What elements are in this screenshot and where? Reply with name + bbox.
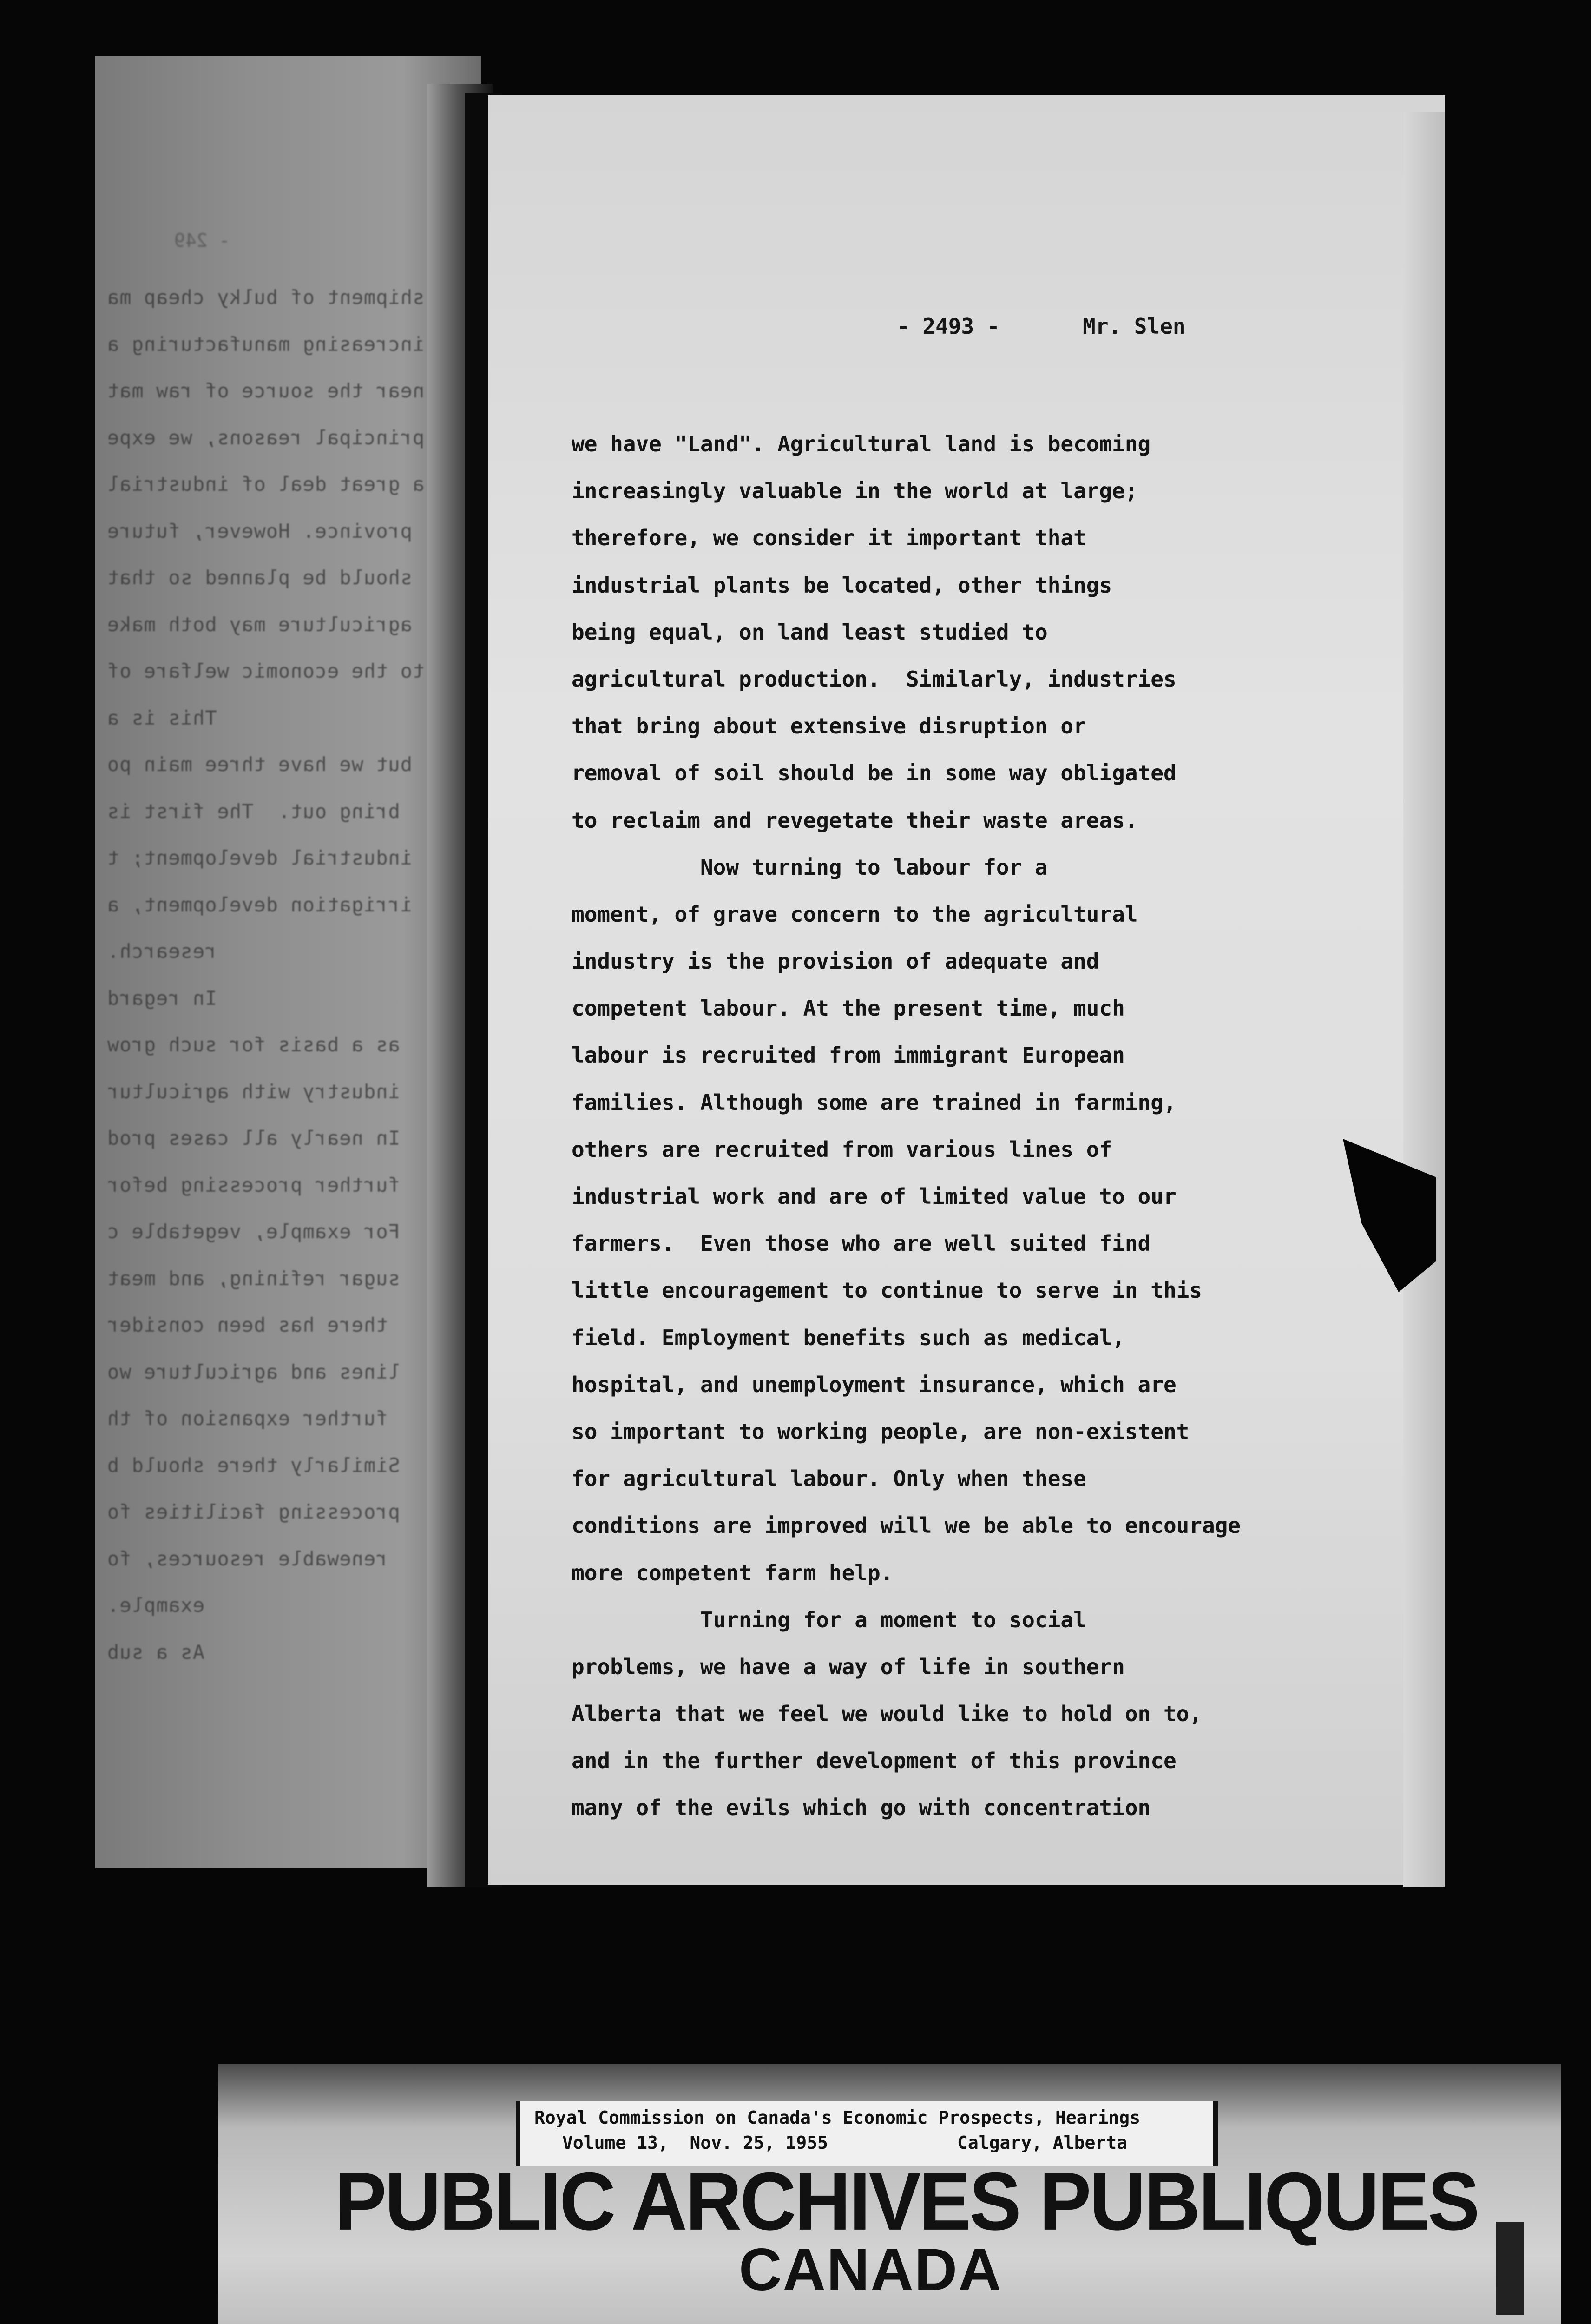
text-line: so important to working people, are non-existent — [572, 1419, 1190, 1444]
text-line: moment, of grave concern to the agricultural — [572, 901, 1138, 927]
facing-text-line: to the economic welfare of — [107, 660, 425, 682]
facing-text-line: industrial development; t — [107, 846, 413, 869]
text-line: more competent farm help. — [572, 1560, 894, 1585]
archive-title: PUBLIC ARCHIVES PUBLIQUES — [335, 2155, 1478, 2247]
text-line: to reclaim and revegetate their waste areas. — [572, 807, 1138, 833]
page-body-text — [572, 421, 1431, 1832]
text-line: competent labour. At the present time, much — [572, 996, 1125, 1021]
facing-page — [95, 56, 481, 1868]
text-line: many of the evils which go with concentration — [572, 1795, 1151, 1821]
facing-text-line: industry with agricultur — [107, 1080, 400, 1103]
facing-text-line: irrigation development, a — [107, 893, 413, 916]
facing-page-text — [95, 274, 479, 1676]
text-line: little encouragement to continue to serve in this — [572, 1278, 1203, 1303]
text-line: Turning for a moment to social — [572, 1607, 1086, 1632]
facing-text-line: shipment of bulky cheap ma — [107, 286, 425, 309]
facing-text-line: province. However, future — [107, 519, 413, 542]
text-line: problems, we have a way of life in southern — [572, 1654, 1125, 1679]
facing-text-line: lines and agriculture wo — [107, 1360, 400, 1383]
text-line: and in the further development of this province — [572, 1748, 1177, 1774]
facing-text-line: In nearly all cases prod — [107, 1127, 400, 1149]
text-line: hospital, and unemployment insurance, which are — [572, 1372, 1177, 1397]
facing-text-line: near the source of raw mat — [107, 379, 425, 402]
facing-text-line: should be planned so that — [107, 566, 413, 589]
catalog-location: Calgary, Alberta — [957, 2133, 1128, 2153]
facing-text-line: a great deal of industrial — [107, 473, 425, 495]
text-line: that bring about extensive disruption or — [572, 713, 1086, 739]
facing-text-line: In regard — [107, 986, 339, 1010]
facing-text-line: example. — [107, 1594, 205, 1617]
text-line: being equal, on land least studied to — [572, 619, 1048, 645]
text-line: field. Employment benefits such as medical, — [572, 1325, 1125, 1350]
archive-subtitle: CANADA — [739, 2237, 1002, 2303]
text-line: therefore, we consider it important that — [572, 525, 1086, 551]
text-line: others are recruited from various lines of — [572, 1136, 1112, 1162]
text-line: agricultural production. Similarly, industries — [572, 666, 1177, 692]
facing-text-line: Similarly there should b — [107, 1453, 400, 1477]
facing-text-line: further processing befor — [107, 1173, 400, 1196]
text-line: Alberta that we feel we would like to hold on to, — [572, 1701, 1203, 1727]
facing-text-line: As a sub — [107, 1640, 327, 1664]
facing-text-line: increasing manufacturing a — [107, 332, 425, 356]
text-line: industry is the provision of adequate and — [572, 949, 1099, 974]
facing-text-line: principal reasons, we expe — [107, 426, 425, 449]
film-edge-tab — [1496, 2222, 1524, 2315]
facing-text-line: further expansion of th — [107, 1407, 388, 1430]
text-line: conditions are improved will we be able to encourage — [572, 1513, 1241, 1538]
facing-text-line: there has been consider — [107, 1314, 388, 1336]
speaker-label: Mr. Slen — [1083, 314, 1186, 339]
page-edge — [1403, 112, 1445, 1887]
text-line: for agricultural labour. Only when these — [572, 1466, 1086, 1492]
text-line: families. Although some are trained in farming, — [572, 1089, 1177, 1115]
text-line: increasingly valuable in the world at large; — [572, 478, 1138, 504]
facing-text-line: as a basis for such grow — [107, 1033, 400, 1056]
typed-page — [488, 95, 1445, 1885]
text-line: we have "Land". Agricultural land is becoming — [572, 431, 1151, 456]
text-line: farmers. Even those who are well suited find — [572, 1231, 1151, 1256]
facing-text-line: renewable resources, fo — [107, 1547, 388, 1570]
text-line: industrial work and are of limited value to our — [572, 1184, 1177, 1209]
page-number: - 2493 - — [897, 314, 1000, 339]
catalog-title: Royal Commission on Canada's Economic Prospects, Hearings — [534, 2107, 1141, 2128]
facing-text-line: sugar refining, and meat — [107, 1267, 400, 1290]
facing-text-line: bring out. The first is — [107, 799, 400, 823]
facing-page-header: - 249 — [174, 230, 230, 251]
facing-text-line: but we have three main po — [107, 753, 413, 776]
text-line: labour is recruited from immigrant European — [572, 1043, 1125, 1068]
catalog-volume: Volume 13, Nov. 25, 1955 — [562, 2133, 828, 2153]
facing-text-line: agriculture may both make — [107, 613, 413, 636]
facing-text-line: processing facilities fo — [107, 1500, 400, 1523]
facing-text-line: For example, vegetable c — [107, 1220, 400, 1243]
text-line: industrial plants be located, other things — [572, 572, 1112, 598]
text-line: removal of soil should be in some way obligated — [572, 760, 1177, 786]
facing-text-line: research. — [107, 940, 217, 963]
facing-text-line: This is a — [107, 706, 339, 729]
text-line: Now turning to labour for a — [572, 854, 1048, 880]
